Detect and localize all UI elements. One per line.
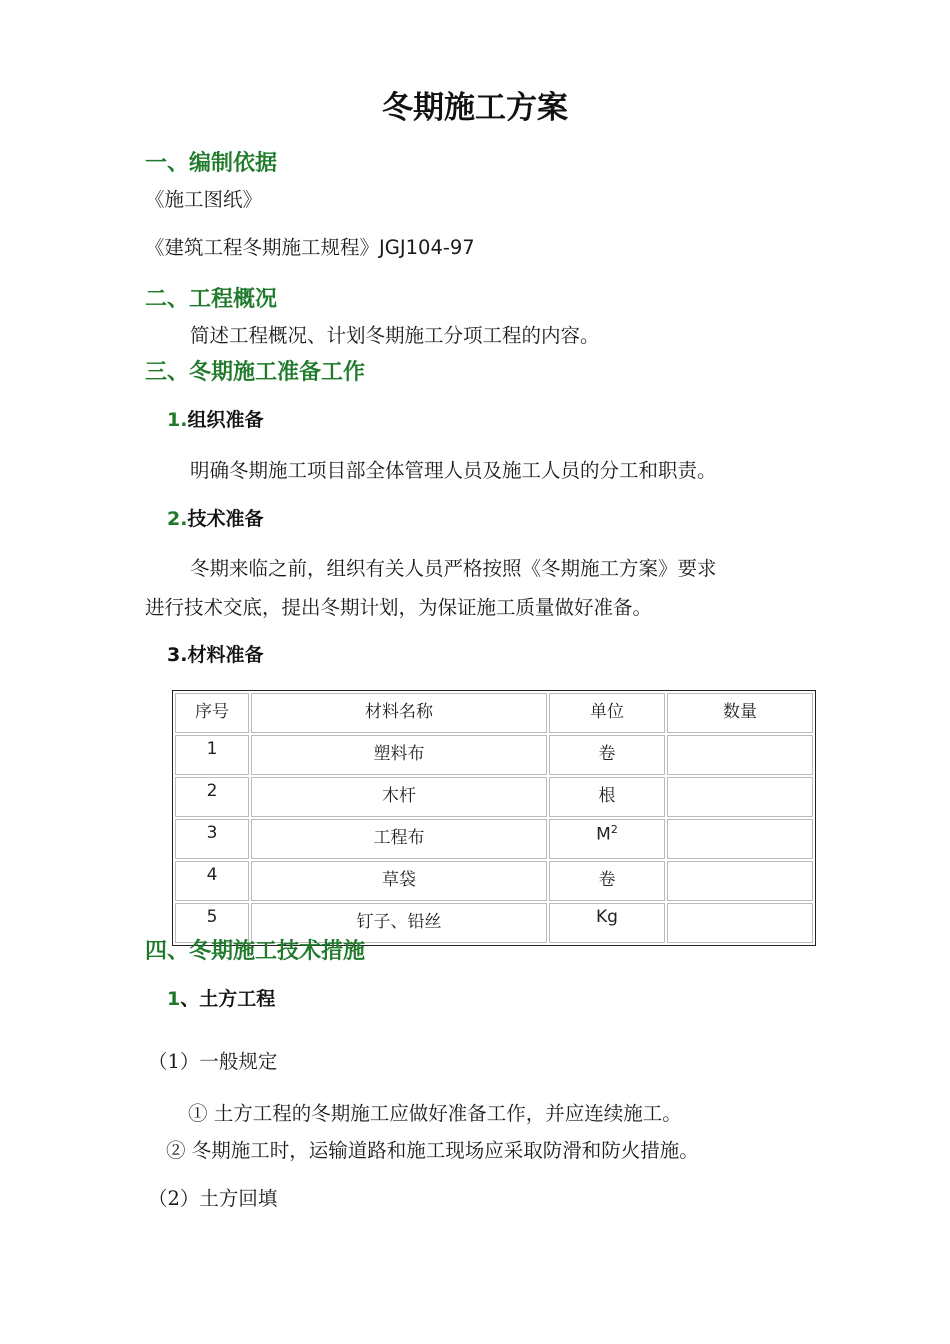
cell-no: 1 [175,735,249,775]
table-row [175,861,813,901]
header-cell-name: 材料名称 [251,693,547,733]
table-row [175,819,813,859]
section-heading-basis: 一、编制依据 [145,151,278,176]
subheading-number: 2. [167,508,188,530]
cell-name: 塑料布 [251,735,547,775]
cell-qty [667,735,813,775]
document-title: 冬期施工方案 [382,90,568,126]
unit-superscript: 2 [610,823,618,836]
cell-qty [667,819,813,859]
rule-item-2: ② 冬期施工时，运输道路和施工现场应采取防滑和防火措施。 [166,1139,699,1162]
cell-unit: 卷 [549,735,665,775]
subheading-number: 1. [167,409,188,431]
cell-unit: Kg [549,903,665,943]
subheading-number: 3. [167,644,188,666]
table-row [175,777,813,817]
cell-qty [667,861,813,901]
cell-name: 钉子、铅丝 [251,903,547,943]
cell-name: 木杆 [251,777,547,817]
reference-code [145,232,475,260]
subheading-earthwork [167,984,275,1011]
reference-code-number: JGJ104-97 [379,236,475,259]
subheading-label: 材料准备 [187,644,264,666]
cell-unit: 卷 [549,861,665,901]
table-row [175,735,813,775]
reference-drawings: 《施工图纸》 [145,188,263,211]
overview-text: 简述工程概况、计划冬期施工分项工程的内容。 [190,324,600,347]
technical-text-line2: 进行技术交底，提出冬期计划，为保证施工质量做好准备。 [145,596,653,619]
section-heading-overview: 二、工程概况 [145,287,278,312]
cell-no: 2 [175,777,249,817]
table-header-row [175,693,813,733]
subheading-number: 1 [167,988,181,1010]
cell-no: 4 [175,861,249,901]
subheading-label: 组织准备 [187,409,264,431]
cell-qty [667,777,813,817]
section-heading-measures: 四、冬期施工技术措施 [145,939,366,964]
rule-item-1: ① 土方工程的冬期施工应做好准备工作，并应连续施工。 [188,1102,682,1125]
backfill-heading: （2）土方回填 [148,1187,278,1210]
cell-qty [667,903,813,943]
organization-text: 明确冬期施工项目部全体管理人员及施工人员的分工和职责。 [190,459,717,482]
general-rules-heading: （1）一般规定 [148,1050,278,1073]
cell-name: 草袋 [251,861,547,901]
cell-no: 5 [175,903,249,943]
header-cell-no: 序号 [175,693,249,733]
header-cell-qty: 数量 [667,693,813,733]
subheading-label: 技术准备 [187,508,264,530]
cell-unit: 根 [549,777,665,817]
subheading-organization [167,405,263,432]
header-cell-unit: 单位 [549,693,665,733]
unit-text: M [596,824,611,845]
technical-text-line1: 冬期来临之前，组织有关人员严格按照《冬期施工方案》要求 [190,557,717,580]
cell-name: 工程布 [251,819,547,859]
subheading-technical [167,504,263,531]
subheading-label: 、土方工程 [180,988,276,1010]
materials-table [172,690,816,946]
cell-unit [549,819,665,859]
cell-no: 3 [175,819,249,859]
subheading-materials [167,640,263,667]
section-heading-preparation: 三、冬期施工准备工作 [145,360,366,385]
reference-code-title: 《建筑工程冬期施工规程》 [145,236,380,259]
